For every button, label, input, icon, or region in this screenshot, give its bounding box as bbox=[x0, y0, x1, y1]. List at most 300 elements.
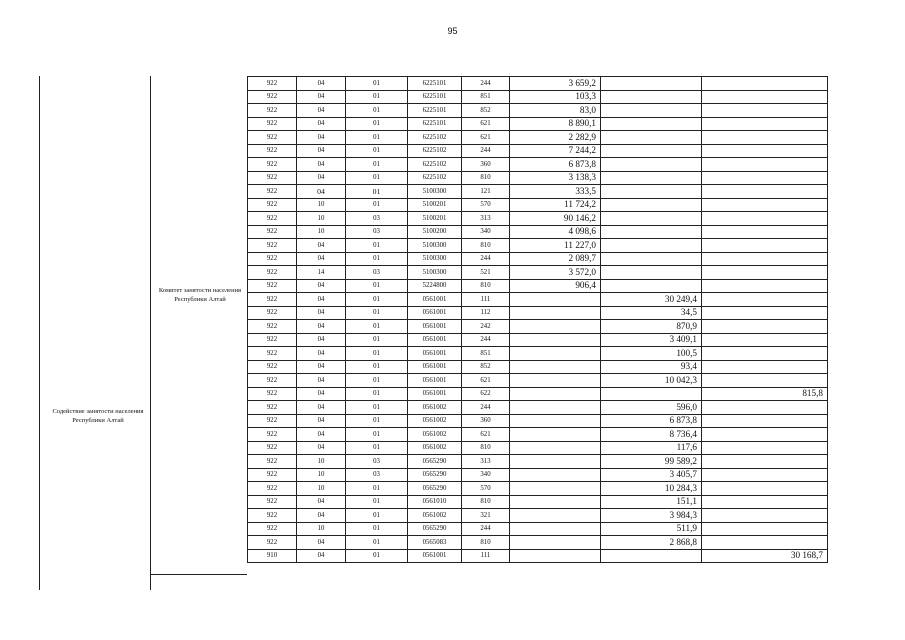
amount-col-3 bbox=[702, 401, 828, 415]
ministry-code: 922 bbox=[248, 293, 297, 307]
table-row bbox=[248, 549, 828, 563]
amount-col-3 bbox=[702, 279, 828, 293]
subsection-code: 03 bbox=[346, 225, 408, 239]
amount-col-1: 6 873,8 bbox=[510, 158, 601, 172]
amount-col-2 bbox=[601, 77, 702, 91]
section-code: 04 bbox=[297, 293, 346, 307]
section-code: 04 bbox=[297, 306, 346, 320]
subsection-code: 01 bbox=[346, 374, 408, 388]
amount-col-2 bbox=[601, 212, 702, 226]
amount-col-2: 2 868,8 bbox=[601, 536, 702, 550]
ministry-code: 922 bbox=[248, 509, 297, 523]
ministry-code: 922 bbox=[248, 185, 297, 199]
target-code: 0561001 bbox=[408, 360, 462, 374]
target-code: 5100300 bbox=[408, 239, 462, 253]
amount-col-3 bbox=[702, 77, 828, 91]
ministry-code: 922 bbox=[248, 374, 297, 388]
subsection-code: 03 bbox=[346, 266, 408, 280]
subsection-code: 01 bbox=[346, 131, 408, 145]
target-code: 6225101 bbox=[408, 90, 462, 104]
amount-col-3 bbox=[702, 374, 828, 388]
table-row bbox=[248, 320, 828, 334]
section-code: 04 bbox=[297, 239, 346, 253]
expense-type-code: 360 bbox=[462, 414, 510, 428]
amount-col-3 bbox=[702, 509, 828, 523]
amount-col-2 bbox=[601, 90, 702, 104]
subsection-code: 01 bbox=[346, 117, 408, 131]
amount-col-3 bbox=[702, 212, 828, 226]
table-row bbox=[248, 279, 828, 293]
expense-type-code: 521 bbox=[462, 266, 510, 280]
table-row bbox=[248, 104, 828, 118]
amount-col-1: 3 138,3 bbox=[510, 171, 601, 185]
ministry-code: 922 bbox=[248, 468, 297, 482]
target-code: 5100300 bbox=[408, 252, 462, 266]
expense-type-code: 851 bbox=[462, 90, 510, 104]
amount-col-2 bbox=[601, 239, 702, 253]
section-code: 04 bbox=[297, 333, 346, 347]
ministry-code: 922 bbox=[248, 252, 297, 266]
amount-col-2: 93,4 bbox=[601, 360, 702, 374]
section-code: 04 bbox=[297, 509, 346, 523]
target-code: 0561001 bbox=[408, 347, 462, 361]
amount-col-1: 2 282,9 bbox=[510, 131, 601, 145]
section-code: 04 bbox=[297, 360, 346, 374]
target-code: 0561002 bbox=[408, 509, 462, 523]
ministry-code: 922 bbox=[248, 171, 297, 185]
amount-col-3 bbox=[702, 252, 828, 266]
section-code: 04 bbox=[297, 428, 346, 442]
amount-col-1 bbox=[510, 428, 601, 442]
target-code: 0561001 bbox=[408, 306, 462, 320]
subsection-code: 01 bbox=[346, 495, 408, 509]
amount-col-2: 596,0 bbox=[601, 401, 702, 415]
amount-col-3 bbox=[702, 225, 828, 239]
ministry-code: 922 bbox=[248, 428, 297, 442]
section-code: 04 bbox=[297, 171, 346, 185]
table-row bbox=[248, 252, 828, 266]
amount-col-1 bbox=[510, 333, 601, 347]
amount-col-3 bbox=[702, 239, 828, 253]
ministry-code: 922 bbox=[248, 536, 297, 550]
table-row bbox=[248, 198, 828, 212]
expense-type-code: 121 bbox=[462, 185, 510, 199]
ministry-code: 922 bbox=[248, 279, 297, 293]
section-code: 04 bbox=[297, 414, 346, 428]
target-code: 0561001 bbox=[408, 320, 462, 334]
amount-col-2: 117,6 bbox=[601, 441, 702, 455]
section-code: 04 bbox=[297, 104, 346, 118]
amount-col-1 bbox=[510, 482, 601, 496]
target-code: 0565290 bbox=[408, 468, 462, 482]
amount-col-3 bbox=[702, 536, 828, 550]
section-code: 04 bbox=[297, 252, 346, 266]
amount-col-3 bbox=[702, 198, 828, 212]
expense-type-code: 111 bbox=[462, 293, 510, 307]
section-divider-line bbox=[150, 574, 247, 575]
ministry-code: 922 bbox=[248, 212, 297, 226]
ministry-code: 922 bbox=[248, 158, 297, 172]
amount-col-2 bbox=[601, 131, 702, 145]
subsection-code: 01 bbox=[346, 414, 408, 428]
amount-col-1: 2 089,7 bbox=[510, 252, 601, 266]
amount-col-3 bbox=[702, 117, 828, 131]
expense-type-code: 852 bbox=[462, 360, 510, 374]
ministry-code: 922 bbox=[248, 360, 297, 374]
section-code: 04 bbox=[297, 77, 346, 91]
table-row bbox=[248, 306, 828, 320]
subsection-code: 01 bbox=[346, 90, 408, 104]
expense-type-code: 810 bbox=[462, 239, 510, 253]
ministry-code: 922 bbox=[248, 77, 297, 91]
table-row bbox=[248, 482, 828, 496]
amount-col-2: 870,9 bbox=[601, 320, 702, 334]
amount-col-3 bbox=[702, 482, 828, 496]
amount-col-3 bbox=[702, 171, 828, 185]
amount-col-2 bbox=[601, 144, 702, 158]
table-row bbox=[248, 158, 828, 172]
expense-type-code: 810 bbox=[462, 536, 510, 550]
amount-col-2 bbox=[601, 549, 702, 563]
ministry-code: 922 bbox=[248, 414, 297, 428]
amount-col-1 bbox=[510, 549, 601, 563]
amount-col-3 bbox=[702, 468, 828, 482]
ministry-code: 922 bbox=[248, 522, 297, 536]
expense-type-code: 810 bbox=[462, 279, 510, 293]
table-row bbox=[248, 495, 828, 509]
section-code: 04 bbox=[297, 441, 346, 455]
expense-type-code: 621 bbox=[462, 131, 510, 145]
amount-col-2 bbox=[601, 117, 702, 131]
table-row bbox=[248, 428, 828, 442]
expense-type-code: 244 bbox=[462, 252, 510, 266]
amount-col-2 bbox=[601, 266, 702, 280]
ministry-code: 922 bbox=[248, 117, 297, 131]
amount-col-1 bbox=[510, 360, 601, 374]
expense-type-code: 244 bbox=[462, 522, 510, 536]
target-code: 5100200 bbox=[408, 225, 462, 239]
amount-col-1 bbox=[510, 509, 601, 523]
column-divider-line bbox=[150, 76, 151, 590]
subsection-code: 01 bbox=[346, 360, 408, 374]
amount-col-1 bbox=[510, 401, 601, 415]
expense-type-code: 621 bbox=[462, 428, 510, 442]
target-code: 0561001 bbox=[408, 333, 462, 347]
target-code: 5224800 bbox=[408, 279, 462, 293]
subsection-code: 01 bbox=[346, 401, 408, 415]
amount-col-1: 3 659,2 bbox=[510, 77, 601, 91]
expense-type-code: 313 bbox=[462, 455, 510, 469]
amount-col-1: 83,0 bbox=[510, 104, 601, 118]
target-code: 6225101 bbox=[408, 117, 462, 131]
target-code: 0561002 bbox=[408, 414, 462, 428]
table-row bbox=[248, 509, 828, 523]
amount-col-3 bbox=[702, 320, 828, 334]
section-code: 10 bbox=[297, 455, 346, 469]
section-code: 04 bbox=[297, 185, 346, 199]
ministry-code: 922 bbox=[248, 401, 297, 415]
table-row bbox=[248, 522, 828, 536]
expense-type-code: 621 bbox=[462, 374, 510, 388]
ministry-code: 922 bbox=[248, 131, 297, 145]
amount-col-1 bbox=[510, 495, 601, 509]
amount-col-3 bbox=[702, 90, 828, 104]
section-code: 10 bbox=[297, 482, 346, 496]
expense-type-code: 622 bbox=[462, 387, 510, 401]
target-code: 5100201 bbox=[408, 198, 462, 212]
amount-col-1 bbox=[510, 414, 601, 428]
amount-col-3 bbox=[702, 144, 828, 158]
section-code: 10 bbox=[297, 212, 346, 226]
section-code: 04 bbox=[297, 158, 346, 172]
table-row bbox=[248, 225, 828, 239]
subsection-code: 01 bbox=[346, 441, 408, 455]
expense-type-code: 244 bbox=[462, 144, 510, 158]
expense-type-code: 112 bbox=[462, 306, 510, 320]
amount-col-1: 11 724,2 bbox=[510, 198, 601, 212]
target-code: 6225102 bbox=[408, 158, 462, 172]
target-code: 0565290 bbox=[408, 482, 462, 496]
table-row bbox=[248, 293, 828, 307]
section-code: 04 bbox=[297, 387, 346, 401]
subsection-code: 01 bbox=[346, 252, 408, 266]
table-row bbox=[248, 239, 828, 253]
ministry-code: 922 bbox=[248, 333, 297, 347]
subsection-code: 01 bbox=[346, 279, 408, 293]
section-code: 04 bbox=[297, 117, 346, 131]
budget-table bbox=[247, 76, 828, 563]
target-code: 6225102 bbox=[408, 131, 462, 145]
target-code: 6225102 bbox=[408, 144, 462, 158]
amount-col-2: 34,5 bbox=[601, 306, 702, 320]
table-row bbox=[248, 131, 828, 145]
ministry-code: 922 bbox=[248, 482, 297, 496]
amount-col-1 bbox=[510, 441, 601, 455]
expense-type-code: 244 bbox=[462, 77, 510, 91]
target-code: 0565290 bbox=[408, 455, 462, 469]
amount-col-1 bbox=[510, 374, 601, 388]
amount-col-3 bbox=[702, 441, 828, 455]
amount-col-2: 30 249,4 bbox=[601, 293, 702, 307]
section-code: 04 bbox=[297, 347, 346, 361]
amount-col-1 bbox=[510, 468, 601, 482]
ministry-code: 922 bbox=[248, 90, 297, 104]
program-label: Содействие занятости населения Республики Алтай bbox=[52, 408, 144, 424]
amount-col-3 bbox=[702, 414, 828, 428]
expense-type-code: 340 bbox=[462, 225, 510, 239]
amount-col-1 bbox=[510, 347, 601, 361]
amount-col-3 bbox=[702, 347, 828, 361]
subsection-code: 01 bbox=[346, 320, 408, 334]
expense-type-code: 851 bbox=[462, 347, 510, 361]
subsection-code: 01 bbox=[346, 171, 408, 185]
amount-col-1: 90 146,2 bbox=[510, 212, 601, 226]
amount-col-2: 10 284,3 bbox=[601, 482, 702, 496]
left-border-line bbox=[39, 76, 40, 590]
table-row bbox=[248, 387, 828, 401]
subsection-code: 01 bbox=[346, 293, 408, 307]
expense-type-code: 111 bbox=[462, 549, 510, 563]
amount-col-2: 8 736,4 bbox=[601, 428, 702, 442]
expense-type-code: 242 bbox=[462, 320, 510, 334]
table-row bbox=[248, 212, 828, 226]
target-code: 5100201 bbox=[408, 212, 462, 226]
amount-col-2: 99 589,2 bbox=[601, 455, 702, 469]
amount-col-1 bbox=[510, 293, 601, 307]
target-code: 0561001 bbox=[408, 387, 462, 401]
amount-col-3 bbox=[702, 428, 828, 442]
amount-col-1 bbox=[510, 306, 601, 320]
expense-type-code: 621 bbox=[462, 117, 510, 131]
amount-col-3 bbox=[702, 131, 828, 145]
section-code: 04 bbox=[297, 495, 346, 509]
expense-type-code: 360 bbox=[462, 158, 510, 172]
ministry-code: 922 bbox=[248, 455, 297, 469]
subsection-code: 01 bbox=[346, 333, 408, 347]
ministry-code: 910 bbox=[248, 549, 297, 563]
ministry-code: 922 bbox=[248, 387, 297, 401]
section-code: 04 bbox=[297, 279, 346, 293]
amount-col-1 bbox=[510, 522, 601, 536]
section-code: 04 bbox=[297, 90, 346, 104]
subsection-code: 03 bbox=[346, 212, 408, 226]
section-code: 10 bbox=[297, 468, 346, 482]
amount-col-2: 10 042,3 bbox=[601, 374, 702, 388]
target-code: 0565083 bbox=[408, 536, 462, 550]
table-row bbox=[248, 360, 828, 374]
subsection-code: 01 bbox=[346, 104, 408, 118]
section-code: 10 bbox=[297, 225, 346, 239]
ministry-code: 922 bbox=[248, 266, 297, 280]
amount-col-3: 30 168,7 bbox=[702, 549, 828, 563]
amount-col-1: 4 098,6 bbox=[510, 225, 601, 239]
amount-col-1: 906,4 bbox=[510, 279, 601, 293]
subsection-code: 01 bbox=[346, 347, 408, 361]
ministry-code: 922 bbox=[248, 495, 297, 509]
ministry-code: 922 bbox=[248, 441, 297, 455]
target-code: 0565290 bbox=[408, 522, 462, 536]
ministry-code: 922 bbox=[248, 198, 297, 212]
table-row bbox=[248, 374, 828, 388]
amount-col-3 bbox=[702, 360, 828, 374]
amount-col-2 bbox=[601, 185, 702, 199]
amount-col-2: 6 873,8 bbox=[601, 414, 702, 428]
expense-type-code: 570 bbox=[462, 198, 510, 212]
subsection-code: 03 bbox=[346, 468, 408, 482]
amount-col-3 bbox=[702, 455, 828, 469]
amount-col-3 bbox=[702, 522, 828, 536]
subsection-code: 01 bbox=[346, 198, 408, 212]
table-row bbox=[248, 266, 828, 280]
section-code: 10 bbox=[297, 198, 346, 212]
amount-col-1: 8 890,1 bbox=[510, 117, 601, 131]
subsection-code: 01 bbox=[346, 158, 408, 172]
amount-col-1 bbox=[510, 536, 601, 550]
subsection-code: 01 bbox=[346, 239, 408, 253]
expense-type-code: 810 bbox=[462, 495, 510, 509]
subsection-code: 01 bbox=[346, 185, 408, 199]
amount-col-3 bbox=[702, 104, 828, 118]
amount-col-1: 11 227,0 bbox=[510, 239, 601, 253]
expense-type-code: 244 bbox=[462, 333, 510, 347]
agency-label: Комитет занятости населения Республики Алтай bbox=[158, 287, 242, 303]
target-code: 0561001 bbox=[408, 549, 462, 563]
table-row bbox=[248, 77, 828, 91]
table-row bbox=[248, 117, 828, 131]
table-row bbox=[248, 144, 828, 158]
amount-col-2 bbox=[601, 158, 702, 172]
section-code: 04 bbox=[297, 320, 346, 334]
table-row bbox=[248, 90, 828, 104]
expense-type-code: 852 bbox=[462, 104, 510, 118]
expense-type-code: 313 bbox=[462, 212, 510, 226]
amount-col-1: 103,3 bbox=[510, 90, 601, 104]
section-code: 14 bbox=[297, 266, 346, 280]
section-code: 04 bbox=[297, 549, 346, 563]
expense-type-code: 570 bbox=[462, 482, 510, 496]
subsection-code: 01 bbox=[346, 522, 408, 536]
subsection-code: 01 bbox=[346, 306, 408, 320]
table-row bbox=[248, 468, 828, 482]
table-row bbox=[248, 455, 828, 469]
amount-col-3 bbox=[702, 306, 828, 320]
amount-col-3 bbox=[702, 293, 828, 307]
amount-col-3 bbox=[702, 266, 828, 280]
target-code: 0561010 bbox=[408, 495, 462, 509]
amount-col-2: 151,1 bbox=[601, 495, 702, 509]
table-row bbox=[248, 185, 828, 199]
section-code: 04 bbox=[297, 374, 346, 388]
amount-col-2 bbox=[601, 252, 702, 266]
amount-col-2: 3 409,1 bbox=[601, 333, 702, 347]
target-code: 5100300 bbox=[408, 266, 462, 280]
section-code: 04 bbox=[297, 131, 346, 145]
page-number: 95 bbox=[447, 26, 458, 36]
table-row bbox=[248, 414, 828, 428]
amount-col-1: 7 244,2 bbox=[510, 144, 601, 158]
expense-type-code: 244 bbox=[462, 401, 510, 415]
table-row bbox=[248, 536, 828, 550]
expense-type-code: 321 bbox=[462, 509, 510, 523]
amount-col-2: 511,9 bbox=[601, 522, 702, 536]
ministry-code: 922 bbox=[248, 225, 297, 239]
target-code: 6225101 bbox=[408, 77, 462, 91]
amount-col-1 bbox=[510, 455, 601, 469]
amount-col-1: 3 572,0 bbox=[510, 266, 601, 280]
target-code: 0561002 bbox=[408, 401, 462, 415]
amount-col-3 bbox=[702, 185, 828, 199]
table-row bbox=[248, 171, 828, 185]
target-code: 6225101 bbox=[408, 104, 462, 118]
ministry-code: 922 bbox=[248, 306, 297, 320]
expense-type-code: 810 bbox=[462, 441, 510, 455]
subsection-code: 01 bbox=[346, 482, 408, 496]
amount-col-2 bbox=[601, 279, 702, 293]
expense-type-code: 810 bbox=[462, 171, 510, 185]
subsection-code: 01 bbox=[346, 428, 408, 442]
section-code: 04 bbox=[297, 536, 346, 550]
amount-col-3 bbox=[702, 158, 828, 172]
amount-col-3 bbox=[702, 495, 828, 509]
target-code: 0561002 bbox=[408, 441, 462, 455]
amount-col-2 bbox=[601, 104, 702, 118]
table-row bbox=[248, 401, 828, 415]
target-code: 6225102 bbox=[408, 171, 462, 185]
amount-col-2: 3 405,7 bbox=[601, 468, 702, 482]
amount-col-1: 333,5 bbox=[510, 185, 601, 199]
amount-col-2 bbox=[601, 225, 702, 239]
target-code: 0561002 bbox=[408, 428, 462, 442]
